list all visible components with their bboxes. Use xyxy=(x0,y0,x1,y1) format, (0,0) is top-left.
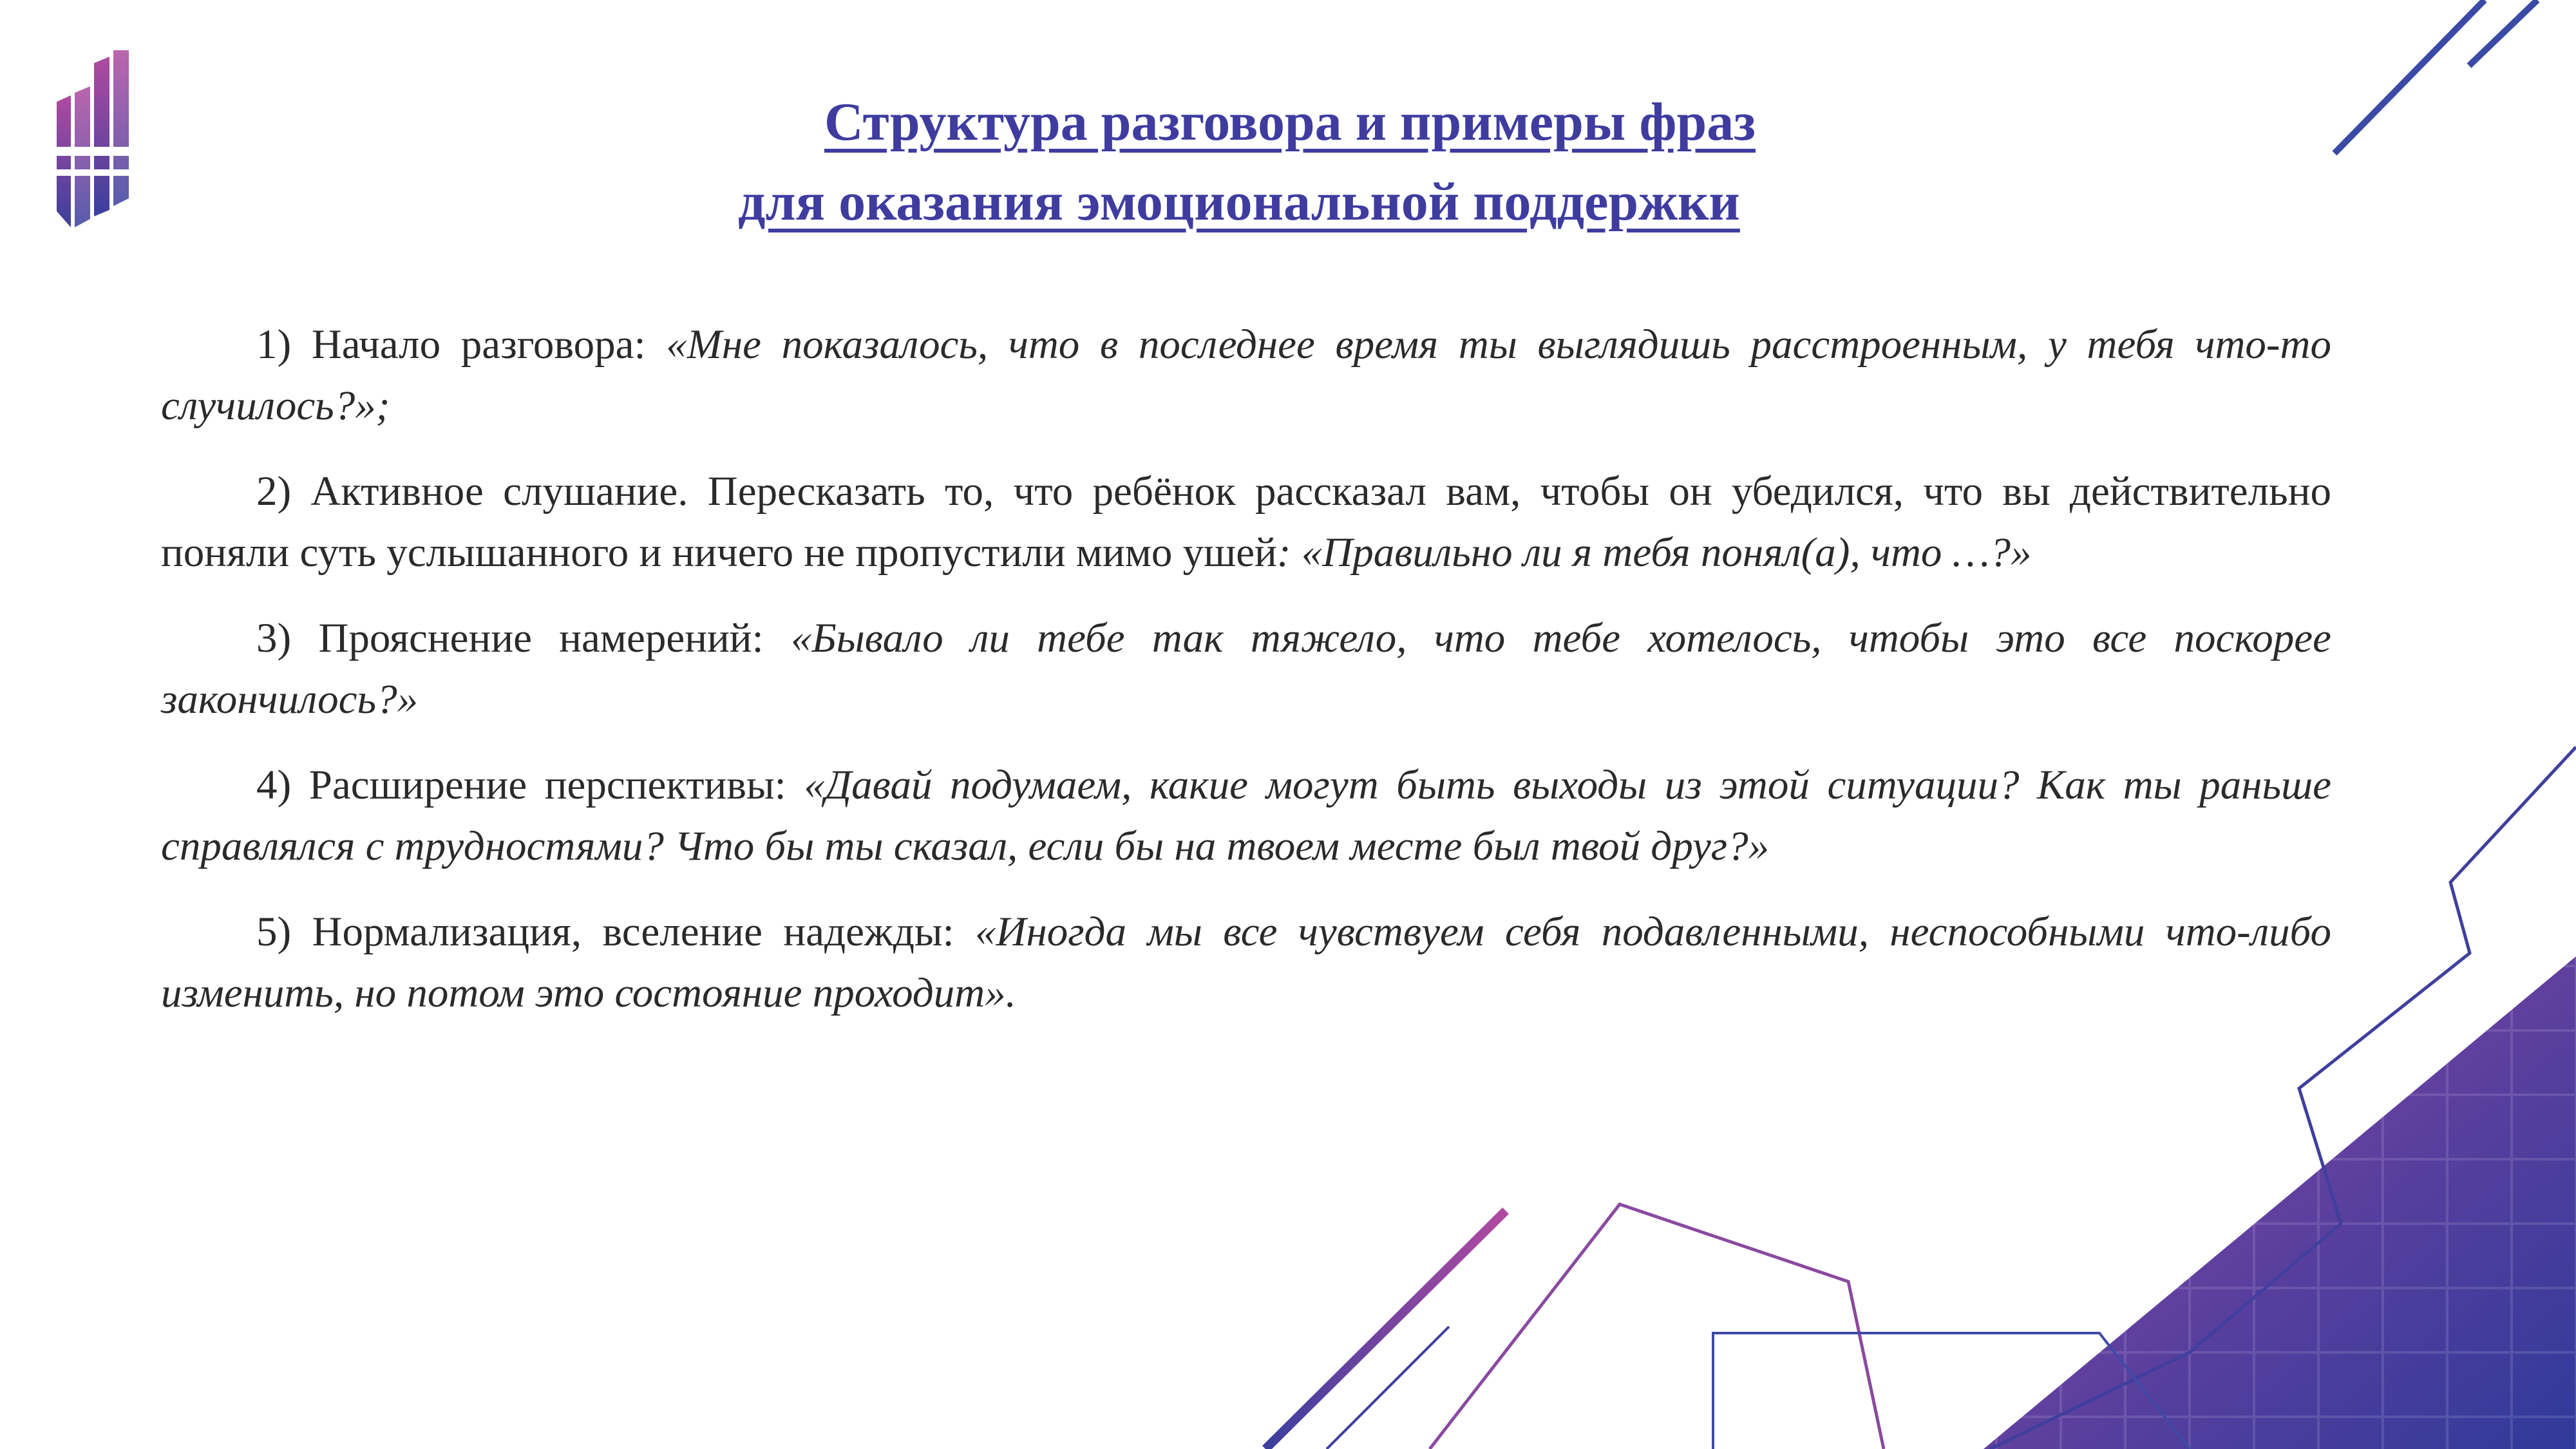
phrases-list xyxy=(161,314,2331,1048)
list-item xyxy=(161,902,2331,1024)
item-label: 1) Начало разговора: xyxy=(256,321,667,368)
title-line-2: для оказания эмоциональной поддержки xyxy=(738,172,1740,232)
item-quote: «Бывало ли тебе так тяжело, что тебе хотелось, чтобы это все поскорее закончилось?» xyxy=(161,615,2331,723)
item-label: 4) Расширение перспективы: xyxy=(256,762,804,808)
title-line-1: Структура разговора и примеры фраз xyxy=(824,92,1756,152)
item-label: 5) Нормализация, вселение надежды: xyxy=(256,909,976,955)
list-item xyxy=(161,314,2331,437)
slide-title xyxy=(644,82,1932,242)
item-label: 2) Активное слушание. Пересказать то, что ребёнок рассказал вам, чтобы он убедился, что вы действительно поняли суть услышанного и ничего не пропустили мимо ушей xyxy=(161,468,2331,576)
list-item xyxy=(161,755,2331,877)
item-quote: «Иногда мы все чувствуем себя подавленными, неспособными что-либо изменить, но потом это состояние проходит». xyxy=(161,909,2331,1016)
bottom-diagonal-stroke xyxy=(1265,1211,1506,1449)
university-logo-icon xyxy=(57,50,134,227)
top-right-stripe-1 xyxy=(2334,0,2485,153)
outline-line-center xyxy=(1430,1204,1884,1449)
bottom-diagonal-thin xyxy=(1327,1327,1449,1449)
item-quote: «Мне показалось, что в последнее время ты выглядишь расстроенным, у тебя что-то случилось?»; xyxy=(161,321,2332,429)
item-label: 3) Прояснение намерений: xyxy=(256,615,791,661)
list-item xyxy=(161,608,2331,730)
item-quote: «Давай подумаем, какие могут быть выходы из этой ситуации? Как ты раньше справлялся с трудностями? Что бы ты сказал, если бы на твоем месте был твой друг?» xyxy=(161,762,2331,869)
list-item xyxy=(161,461,2331,583)
item-quote: : «Правильно ли я тебя понял(а), что …?» xyxy=(1276,529,2032,576)
